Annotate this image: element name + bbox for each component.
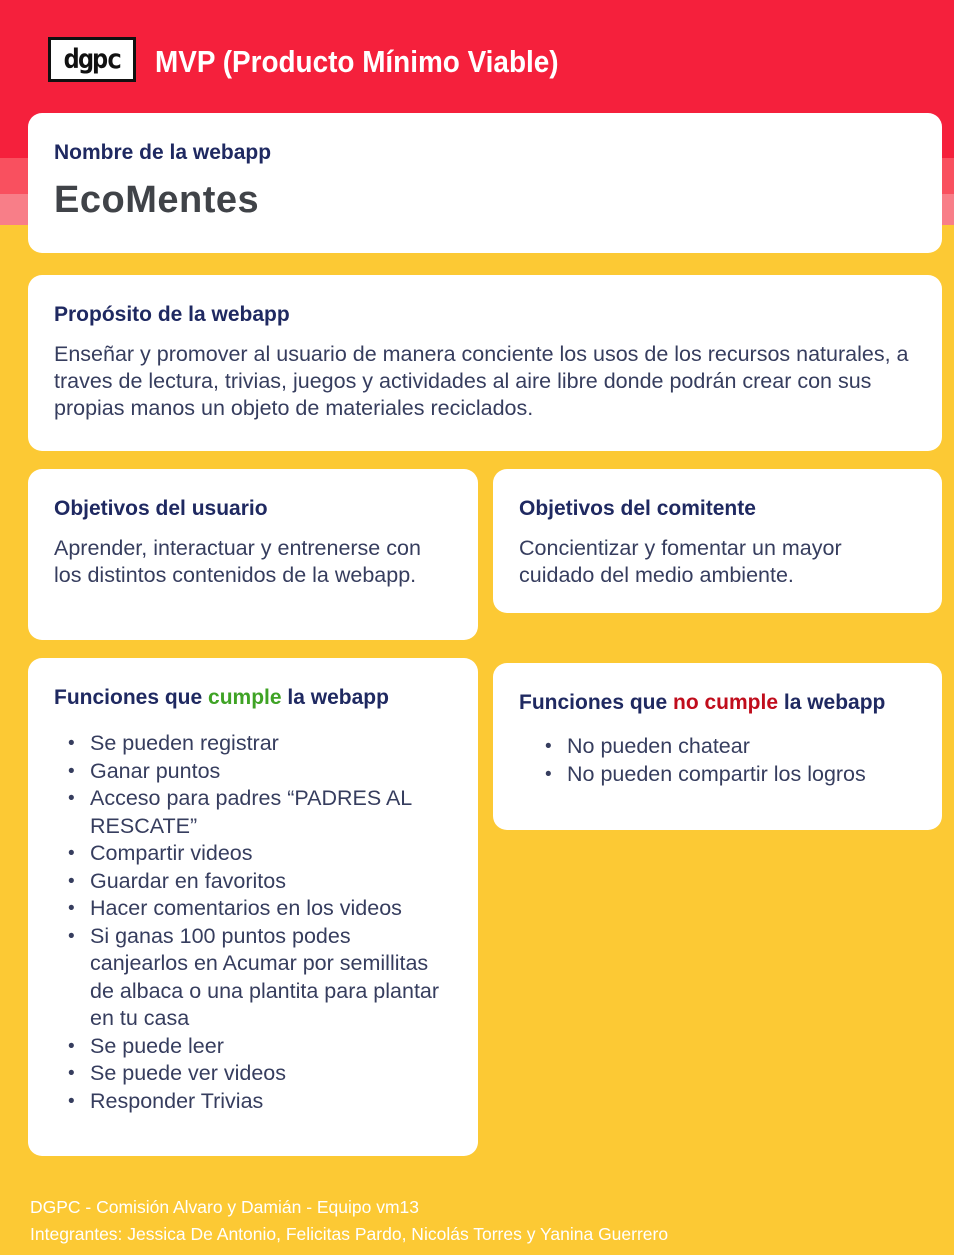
nombre-label: Nombre de la webapp bbox=[54, 141, 272, 164]
proposito-body: Enseñar y promover al usuario de manera conciente los usos de los recursos naturales, a traves de lectura, trivias, juegos y actividades al aire libre donde podrán crear con sus propias manos un objeto de materiales reciclados. bbox=[54, 342, 909, 420]
funciones-no-cumple-title-prefix: Funciones que bbox=[519, 691, 674, 714]
list-item: • No pueden compartir los logros bbox=[531, 761, 916, 789]
footer bbox=[30, 1194, 668, 1248]
funciones-cumple-list bbox=[54, 730, 452, 1115]
dgpc-logo-text: dgpc bbox=[63, 44, 121, 75]
list-item: • Se puede leer bbox=[54, 1033, 452, 1061]
webapp-name: EcoMentes bbox=[54, 179, 260, 221]
card-proposito bbox=[28, 275, 942, 451]
list-item: • No pueden chatear bbox=[531, 733, 916, 761]
list-item: • Si ganas 100 puntos podes canjearlos en Acumar por semillitas de albaca o una plantita para plantar en tu casa bbox=[54, 923, 452, 1033]
proposito-title: Propósito de la webapp bbox=[54, 303, 290, 326]
funciones-no-cumple-list bbox=[519, 733, 916, 788]
card-objetivos-usuario bbox=[28, 469, 478, 640]
funciones-cumple-title-suffix: la webapp bbox=[281, 686, 389, 709]
page-title: MVP (Producto Mínimo Viable) bbox=[155, 44, 559, 79]
list-item: • Acceso para padres “PADRES AL RESCATE” bbox=[54, 785, 452, 840]
list-item: • Compartir videos bbox=[54, 840, 452, 868]
footer-line2: Integrantes: Jessica De Antonio, Felicitas Pardo, Nicolás Torres y Yanina Guerrero bbox=[30, 1224, 669, 1244]
card-objetivos-comitente bbox=[493, 469, 942, 613]
dgpc-logo bbox=[48, 37, 136, 82]
card-nombre-webapp bbox=[28, 113, 942, 253]
funciones-cumple-title-prefix: Funciones que bbox=[54, 686, 209, 709]
list-item: • Se puede ver videos bbox=[54, 1060, 452, 1088]
list-item: • Responder Trivias bbox=[54, 1088, 452, 1116]
list-item: • Guardar en favoritos bbox=[54, 868, 452, 896]
objetivos-usuario-body: Aprender, interactuar y entrenerse con los distintos contenidos de la webapp. bbox=[54, 536, 421, 587]
list-item: • Hacer comentarios en los videos bbox=[54, 895, 452, 923]
funciones-cumple-title-highlight: cumple bbox=[208, 686, 282, 709]
funciones-no-cumple-title bbox=[519, 691, 916, 715]
list-item: • Ganar puntos bbox=[54, 758, 452, 786]
funciones-no-cumple-title-highlight: no cumple bbox=[673, 691, 779, 714]
card-funciones-cumple bbox=[28, 658, 478, 1156]
footer-line1: DGPC - Comisión Alvaro y Damián - Equipo vm13 bbox=[30, 1197, 420, 1217]
funciones-cumple-title bbox=[54, 686, 452, 710]
objetivos-comitente-title: Objetivos del comitente bbox=[519, 497, 756, 520]
list-item: • Se pueden registrar bbox=[54, 730, 452, 758]
objetivos-usuario-title: Objetivos del usuario bbox=[54, 497, 268, 520]
objetivos-comitente-body: Concientizar y fomentar un mayor cuidado del medio ambiente. bbox=[519, 536, 842, 587]
header bbox=[0, 0, 954, 110]
funciones-no-cumple-title-suffix: la webapp bbox=[778, 691, 886, 714]
card-funciones-no-cumple bbox=[493, 663, 942, 830]
